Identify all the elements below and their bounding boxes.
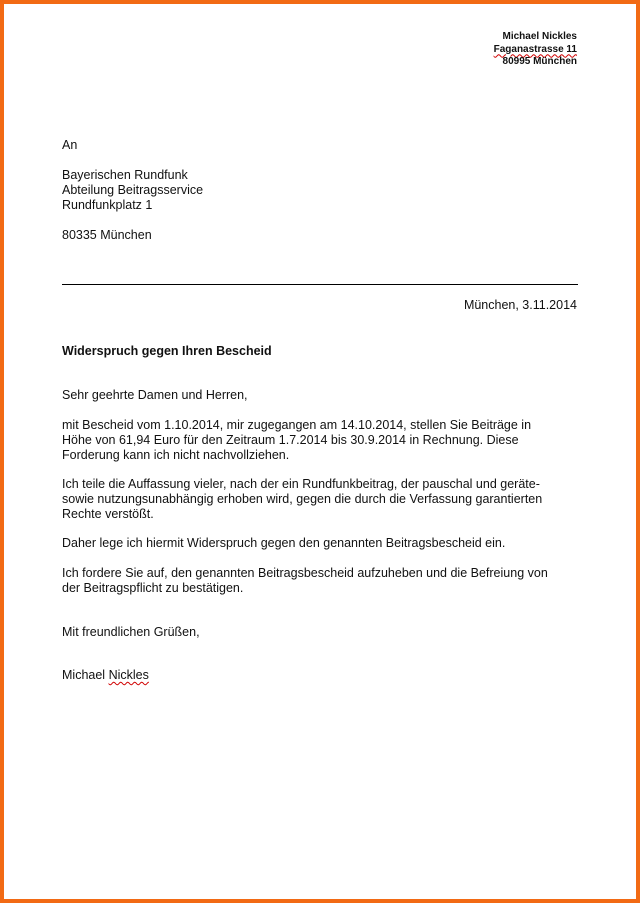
sender-street — [494, 44, 577, 57]
paragraph-3: Daher lege ich hiermit Widerspruch gegen den genannten Beitragsbescheid ein. — [62, 536, 506, 550]
salutation: Sehr geehrte Damen und Herren, — [62, 388, 248, 402]
letter-subject: Widerspruch gegen Ihren Bescheid — [62, 344, 272, 358]
paragraph-1-line: Forderung kann ich nicht nachvollziehen. — [62, 448, 290, 462]
signature-first-name: Michael — [62, 668, 106, 682]
letter-date: München, 3.11.2014 — [463, 298, 577, 312]
paragraph-4-line: der Beitragspflicht zu bestätigen. — [62, 581, 244, 595]
paragraph-1-line: mit Bescheid vom 1.10.2014, mir zugegangen am 14.10.2014, stellen Sie Beiträge in — [62, 418, 532, 432]
paragraph-4 — [62, 566, 548, 596]
signature-last-name: Nickles — [108, 668, 149, 682]
paragraph-2-line: sowie nutzungsunabhängig erhoben wird, gegen die durch die Verfassung garantierten — [62, 492, 543, 506]
paragraph-1-line: Höhe von 61,94 Euro für den Zeitraum 1.7.2014 bis 30.9.2014 in Rechnung. Diese — [62, 433, 519, 447]
paragraph-4-line: Ich fordere Sie auf, den genannten Beitragsbescheid aufzuheben und die Befreiung von — [62, 566, 548, 580]
recipient-address — [62, 138, 203, 243]
recipient-name: Bayerischen Rundfunk — [62, 168, 188, 182]
recipient-department: Abteilung Beitragsservice — [62, 183, 204, 197]
recipient-street: Rundfunkplatz 1 — [62, 198, 153, 212]
sender-city: 80995 München — [502, 56, 577, 67]
divider-line — [62, 284, 578, 285]
recipient-city: 80335 München — [62, 228, 152, 242]
closing: Mit freundlichen Grüßen, — [62, 625, 200, 639]
paragraph-2-line: Rechte verstößt. — [62, 507, 154, 521]
signature — [62, 668, 149, 683]
paragraph-2 — [62, 477, 542, 522]
sender-street-text: Faganastrasse 11 — [493, 43, 577, 55]
paragraph-1 — [62, 418, 531, 463]
paragraph-2-line: Ich teile die Auffassung vieler, nach der ein Rundfunkbeitrag, der pauschal und geräte- — [62, 477, 540, 491]
sender-name: Michael Nickles — [502, 31, 577, 42]
sender-address — [494, 31, 577, 69]
recipient-prefix: An — [62, 138, 78, 152]
